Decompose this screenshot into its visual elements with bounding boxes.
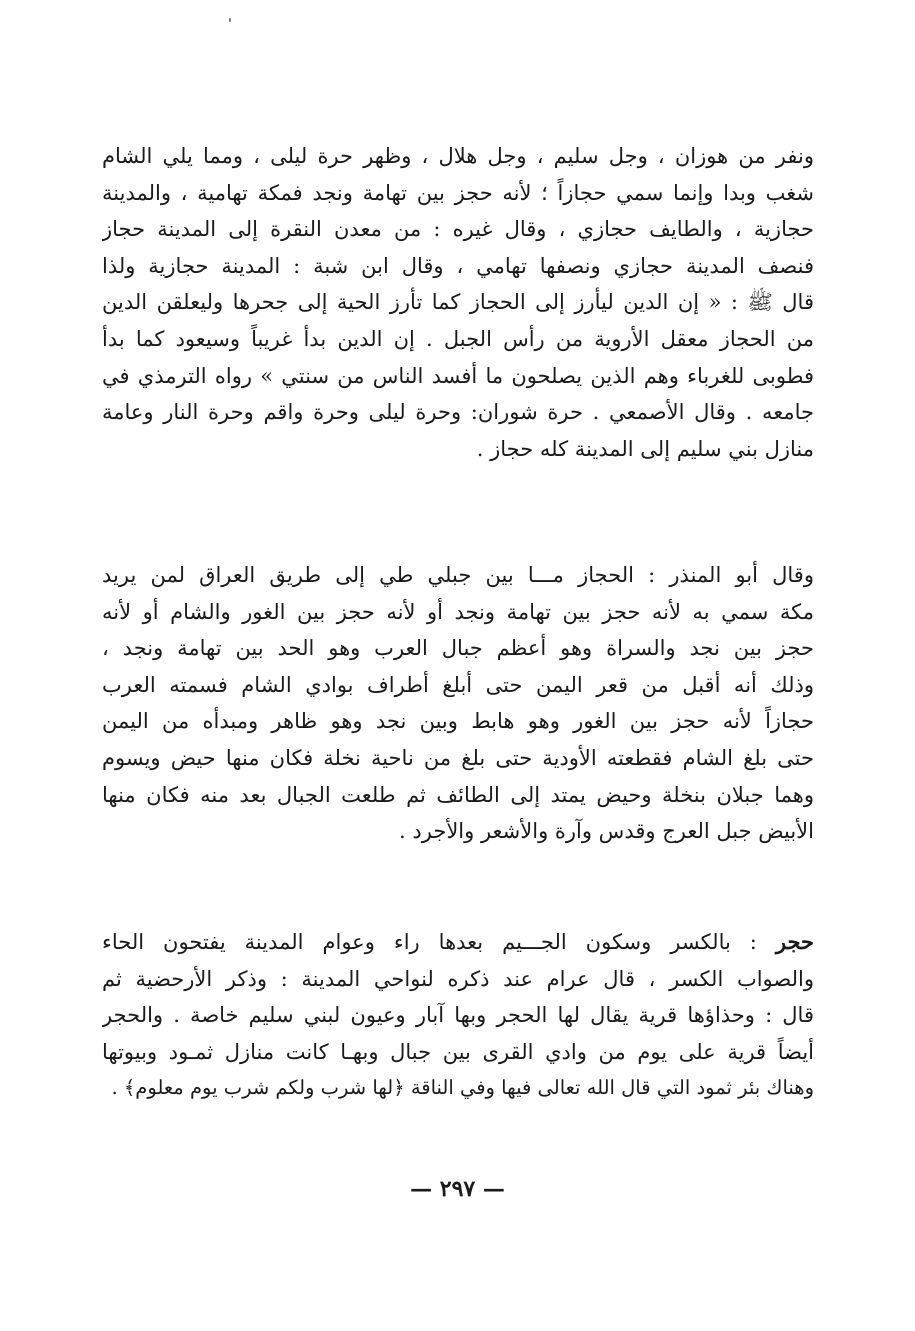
text-line [102, 924, 814, 961]
entry-first-line-text: : بالكسر وسكون الجـــيم بعدها راء وعوام المدينة يفتحون الحاء [102, 930, 776, 954]
text-line: ونفر من هوزان ، وجل سليم ، وجل هلال ، وظهر حرة ليلى ، ومما يلي الشام [102, 144, 814, 168]
paragraph-hijaz-definition [102, 138, 814, 467]
page-number: — ٢٩٧ — [410, 1176, 505, 1202]
text-line: فطوبى للغرباء وهم الذين يصلحون ما أفسد الناس من سنتي » رواه الترمذي في [102, 363, 814, 388]
text-line: فنصف المدينة حجازي ونصفها تهامي ، وقال ابن شبة : المدينة حجازية ولذا [102, 253, 814, 278]
text-line: جامعه . وقال الأصمعي . حرة شوران: وحرة ليلى وحرة واقم وحرة النار وعامة [102, 400, 814, 425]
paragraph-hijr-entry [102, 924, 814, 1107]
text-line: منازل بني سليم إلى المدينة كله حجاز . [476, 436, 814, 461]
text-line: وهناك بئر ثمود التي قال الله تعالى فيها وفي الناقة ﴿لها شرب ولكم شرب يوم معلوم﴾ . [111, 1076, 814, 1100]
ink-speck [229, 18, 231, 22]
text-line: والصواب الكسر ، قال عرام عند ذكره لنواحي المدينة : وذكر الأرحضية ثم [102, 966, 814, 991]
text-line: وقال أبو المنذر : الحجاز مـــا بين جبلي طي إلى طريق العراق لمن يريد [102, 563, 814, 587]
text-line: أيضاً قرية على يوم من وادي القرى بين جبال وبهـا كانت منازل ثمـود وبيوتها [102, 1039, 814, 1064]
text-line: قال : وحذاؤها قرية يقال لها الحجر وبها آبار وعيون لبني سليم خاصة . والحجر [102, 1003, 814, 1028]
text-line: شغب وبدا وإنما سمي حجازاً ؛ لأنه حجز بين تهامة ونجد فمكة تهامية ، والمدينة [102, 180, 814, 205]
text-line: مكة سمي به لأنه حجز بين تهامة ونجد أو لأنه حجز بين الغور والشام أو لأنه [102, 599, 814, 624]
text-line: حجازية ، والطايف حجازي ، وقال غيره : من معدن النقرة إلى المدينة حجاز [102, 217, 814, 242]
entry-headword: حجر [775, 929, 814, 954]
paragraph-abu-almundhir [102, 557, 814, 850]
text-line: حتى بلغ الشام فقطعته الأودية حتى بلغ من ناحية نخلة فكان منها حيض ويسوم [102, 745, 814, 770]
text-line: من الحجاز معقل الأروية من رأس الجبل . إن الدين بدأ غريباً وسيعود كما بدأ [102, 326, 814, 351]
text-line: حجازاً لأنه حجز بين الغور وهو هابط وبين نجد وهو ظاهر ومبدأه من اليمن [102, 709, 814, 734]
text-line: الأبيض جبل العرج وقدس وآرة والأشعر والأجرد . [399, 819, 814, 844]
text-line: وذلك أنه أقبل من قعر اليمن حتى أبلغ أطراف بوادي الشام فسمته العرب [102, 672, 814, 697]
text-line: وهما جبلان بنخلة وحيض يمتد إلى الطائف ثم طلعت الجبال بعد منه فكان منها [102, 782, 814, 807]
text-line: حجز بين نجد والسراة وهو أعظم جبال العرب وهو الحد بين تهامة ونجد ، [102, 636, 814, 661]
text-line: قال ﷺ : « إن الدين ليأرز إلى الحجاز كما تأرز الحية إلى جحرها وليعلقن الدين [102, 290, 814, 315]
